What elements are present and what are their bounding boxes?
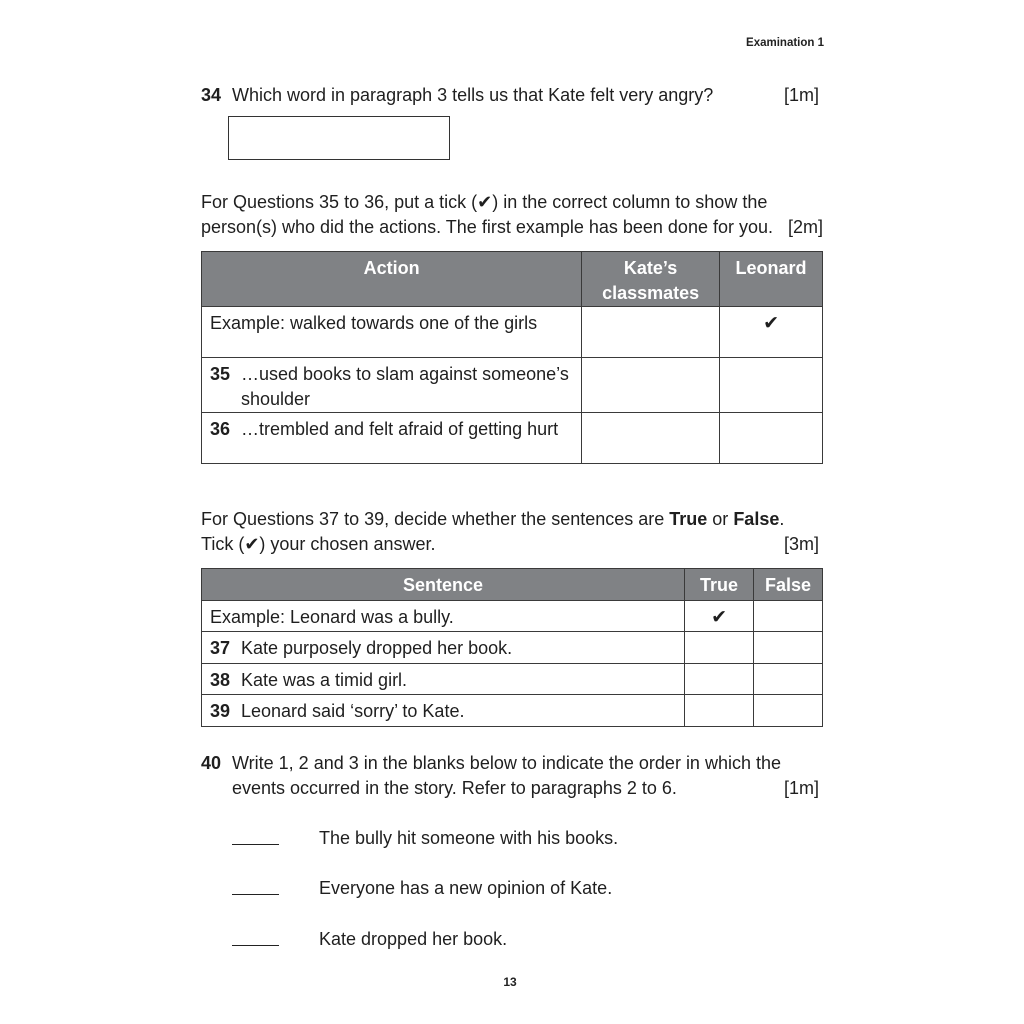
table-row-35 — [202, 358, 823, 413]
page-number: 13 — [503, 975, 517, 989]
instruction-line-1: For Questions 35 to 36, put a tick (✔) in the correct column to show the — [201, 192, 768, 212]
action-cell — [202, 307, 582, 358]
tick-cell-false[interactable] — [754, 632, 823, 664]
action-text: Example: walked towards one of the girls — [210, 313, 538, 333]
header-action: Action — [202, 252, 582, 307]
row-number: 39 — [210, 701, 231, 721]
answer-box-34[interactable] — [228, 116, 450, 160]
event-text: Everyone has a new opinion of Kate. — [319, 878, 613, 898]
table-row-38 — [202, 663, 823, 695]
tick-cell-false[interactable] — [754, 695, 823, 727]
header-leonard: Leonard — [720, 252, 823, 307]
question-text: Write 1, 2 and 3 in the blanks below to indicate the order in which the — [232, 753, 781, 773]
tick-cell-classmates[interactable] — [582, 358, 720, 413]
header-kates-classmates: Kate’s classmates — [582, 252, 720, 307]
table-header-row — [202, 569, 823, 601]
table-row-36 — [202, 413, 823, 464]
header-sentence: Sentence — [202, 569, 685, 601]
action-cell — [202, 358, 582, 413]
tick-cell-leonard[interactable]: ✔ — [720, 307, 823, 358]
exam-header-label: Examination 1 — [746, 37, 824, 49]
action-cell — [202, 413, 582, 464]
true-false-table — [201, 568, 823, 727]
instructions-37-39 — [201, 507, 819, 557]
question-text: Which word in paragraph 3 tells us that Kate felt very angry? — [232, 85, 714, 105]
table-row-39 — [202, 695, 823, 727]
sentence-cell — [202, 632, 685, 664]
question-34 — [201, 83, 819, 108]
tick-cell-leonard[interactable] — [720, 358, 823, 413]
tick-cell-classmates[interactable] — [582, 413, 720, 464]
header-false: False — [754, 569, 823, 601]
actions-table — [201, 251, 823, 464]
instruction-text: . — [779, 509, 785, 529]
tick-cell-true[interactable] — [685, 632, 754, 664]
order-blank[interactable] — [232, 894, 279, 895]
question-line-1 — [201, 751, 819, 776]
instruction-line-1 — [201, 507, 819, 532]
instruction-line-2: Tick (✔) your chosen answer. — [201, 534, 436, 554]
header-true: True — [685, 569, 754, 601]
sentence-cell — [202, 600, 685, 632]
table-row-37 — [202, 632, 823, 664]
tick-cell-leonard[interactable] — [720, 413, 823, 464]
tick-cell-true[interactable]: ✔ — [685, 600, 754, 632]
order-blank[interactable] — [232, 844, 279, 845]
marks-label: [2m] — [787, 217, 823, 237]
sentence-cell — [202, 663, 685, 695]
row-number: 37 — [210, 638, 231, 658]
tick-cell-true[interactable] — [685, 695, 754, 727]
marks-label: [3m] — [783, 534, 819, 554]
question-40 — [201, 751, 819, 801]
table-row-example — [202, 307, 823, 358]
question-number: 34 — [201, 85, 222, 105]
sentence-text: Leonard said ‘sorry’ to Kate. — [241, 701, 465, 721]
table-row-example — [202, 600, 823, 632]
false-word: False — [733, 509, 780, 529]
tick-cell-false[interactable] — [754, 663, 823, 695]
event-text: Kate dropped her book. — [319, 929, 508, 949]
instruction-line-2: person(s) who did the actions. The first example has been done for you. — [201, 217, 773, 237]
sentence-text: Example: Leonard was a bully. — [210, 606, 454, 627]
sentence-cell — [202, 695, 685, 727]
row-number: 38 — [210, 669, 231, 690]
question-number: 40 — [201, 753, 222, 773]
order-blank[interactable] — [232, 945, 279, 946]
marks-label: [1m] — [783, 85, 819, 105]
true-word: True — [669, 509, 708, 529]
sentence-text: Kate purposely dropped her book. — [241, 638, 513, 658]
event-text: The bully hit someone with his books. — [319, 828, 619, 848]
row-number: 36 — [210, 419, 231, 439]
action-text: …used books to slam against someone’s shoulder — [241, 364, 569, 409]
instruction-text: or — [707, 509, 734, 529]
sentence-text: Kate was a timid girl. — [241, 669, 408, 690]
question-line-2 — [201, 776, 819, 801]
tick-cell-false[interactable] — [754, 600, 823, 632]
instruction-text: For Questions 37 to 39, decide whether the sentences are — [201, 509, 670, 529]
marks-label: [1m] — [783, 778, 819, 798]
action-text: …trembled and felt afraid of getting hurt — [241, 419, 559, 439]
question-text: events occurred in the story. Refer to paragraphs 2 to 6. — [232, 778, 677, 798]
tick-cell-true[interactable] — [685, 663, 754, 695]
row-number: 35 — [210, 364, 231, 384]
table-header-row — [202, 252, 823, 307]
tick-cell-classmates[interactable] — [582, 307, 720, 358]
instructions-35-36 — [201, 190, 823, 240]
